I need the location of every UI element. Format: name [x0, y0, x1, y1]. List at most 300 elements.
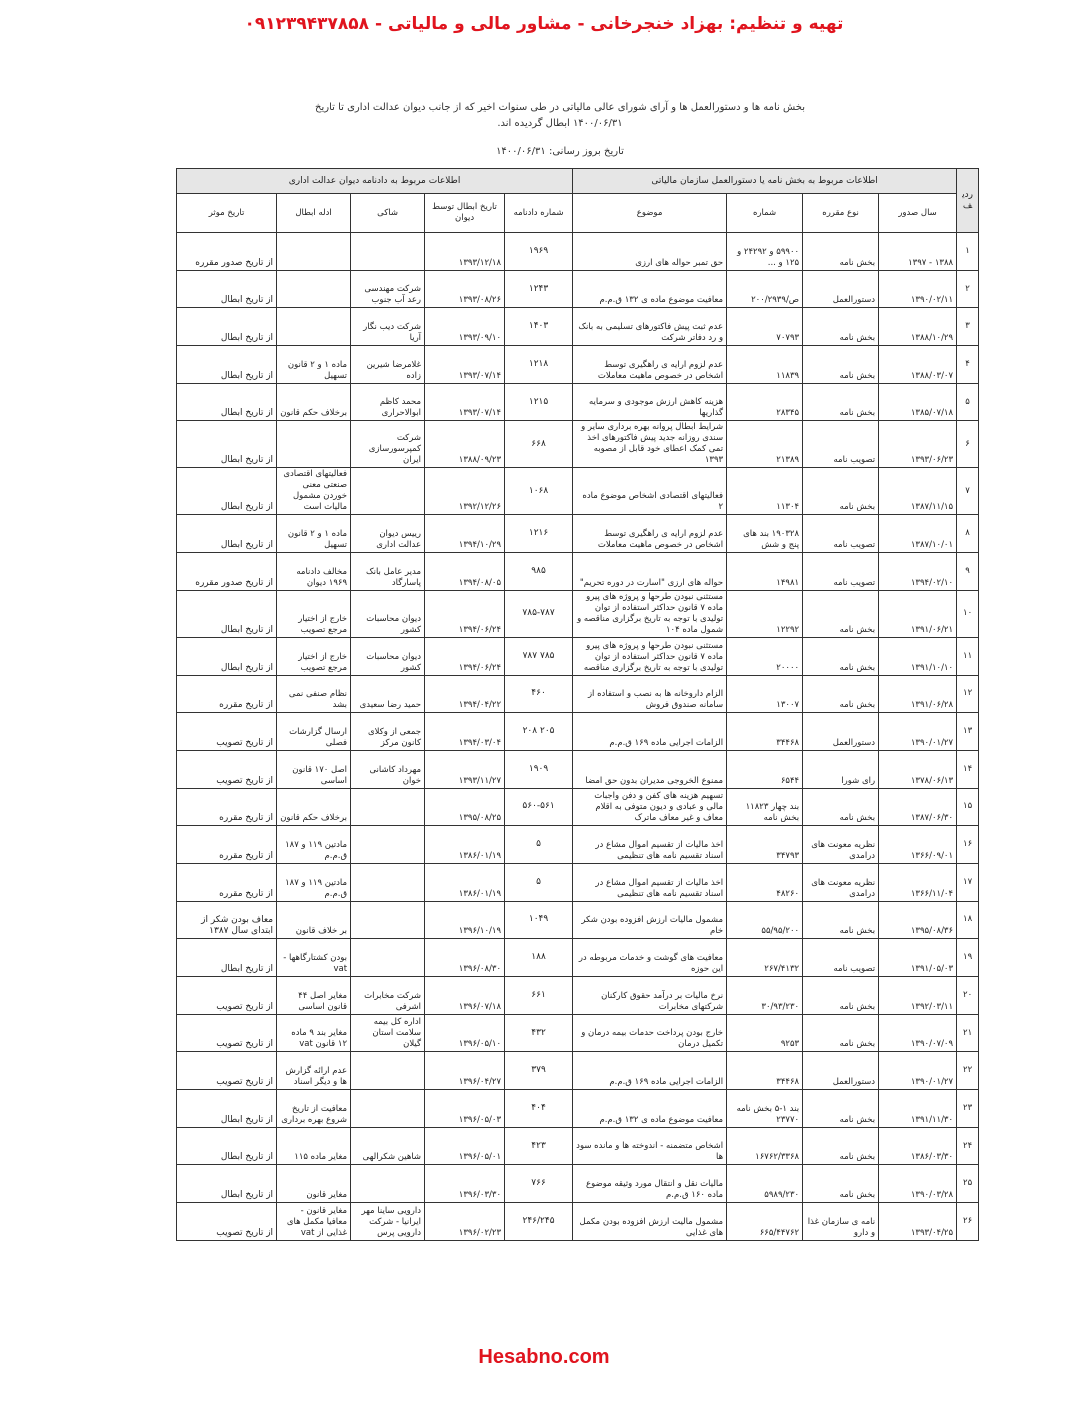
cell-grounds: [277, 233, 351, 271]
cell-ruling-number: ۱۰۴۹: [505, 901, 573, 939]
cell-ruling-number: ۷۸۵ ۷۸۷: [505, 637, 573, 675]
cell-plaintiff: [351, 1052, 425, 1090]
cell-cancel-date: ۱۳۹۶/۰۸/۳۰: [425, 939, 505, 977]
cell-row-number: ۷: [957, 468, 979, 515]
cell-effective: از تاریخ مقرره: [177, 826, 277, 864]
cell-cancel-date: ۱۳۹۴/۱۰/۲۹: [425, 515, 505, 553]
cell-number: ۲۰۰۰۰: [727, 637, 803, 675]
cell-subject: مستثنی نبودن طرحها و پروژه های پیرو ماده ۷ قانون حداکثر استفاده از توان تولیدی با توجه به تاریخ برگزاری مناقصه: [573, 637, 727, 675]
cell-type: بخش نامه: [803, 590, 879, 637]
cell-row-number: ۲۲: [957, 1052, 979, 1090]
header-tax-org: اطلاعات مربوط به بخش نامه یا دستورالعمل سازمان مالیاتی: [573, 169, 957, 194]
cell-issue-year: ۱۳۹۵/۰۸/۳۶: [879, 901, 957, 939]
cell-grounds: خارج از اختیار مرجع تصویب: [277, 637, 351, 675]
cell-ruling-number: ۴۶۰: [505, 675, 573, 713]
cell-issue-year: ۱۳۹۴/۰۲/۱۰: [879, 553, 957, 591]
cell-effective: از تاریخ ابطال: [177, 383, 277, 421]
table-row: [177, 383, 979, 421]
cell-subject: نرخ مالیات بر درآمد حقوق کارکنان شرکتهای مخابرات: [573, 977, 727, 1015]
cell-plaintiff: [351, 901, 425, 939]
table-row: [177, 346, 979, 384]
cell-effective: از تاریخ تصویب: [177, 713, 277, 751]
cell-row-number: ۴: [957, 346, 979, 384]
cell-grounds: معافیت از تاریخ شروع بهره برداری: [277, 1090, 351, 1128]
cell-subject: تسهیم هزینه های کفن و دفن واجبات مالی و عبادی و دیون متوفی به اقلام معاف و غیر معاف ماترک: [573, 788, 727, 826]
table-row: [177, 468, 979, 515]
cell-number: ۱۱۳۰۴: [727, 468, 803, 515]
col-subject: موضوع: [573, 194, 727, 233]
cell-effective: از تاریخ ابطال: [177, 1165, 277, 1203]
cell-issue-year: ۱۳۹۱/۰۶/۲۸: [879, 675, 957, 713]
cell-subject: الزام داروخانه ها به نصب و استفاده از سامانه صندوق فروش: [573, 675, 727, 713]
table-row: [177, 713, 979, 751]
cell-number: ۵۵/۹۵/۲۰۰: [727, 901, 803, 939]
cell-issue-year: ۱۳۹۰/۰۳/۲۸: [879, 1165, 957, 1203]
cell-cancel-date: ۱۳۹۶/۱۰/۱۹: [425, 901, 505, 939]
cell-cancel-date: ۱۳۹۶/۰۷/۱۸: [425, 977, 505, 1015]
cell-issue-year: ۱۳۸۸ - ۱۳۹۷: [879, 233, 957, 271]
cell-issue-year: ۱۳۸۷/۱۰/۰۱: [879, 515, 957, 553]
cell-number: ۱۴۹۸۱: [727, 553, 803, 591]
cell-ruling-number: ۲۰۵ ۲۰۸: [505, 713, 573, 751]
cell-ruling-number: ۱۹۶۹: [505, 233, 573, 271]
cell-grounds: فعالیتهای اقتصادی صنعتی معنی خوردن مشمول مالیات است: [277, 468, 351, 515]
cell-row-number: ۶: [957, 421, 979, 468]
cell-number: ۳۰/۹۳/۲۳۰: [727, 977, 803, 1015]
table-row: [177, 939, 979, 977]
cell-cancel-date: ۱۳۹۳/۱۱/۲۷: [425, 750, 505, 788]
cell-type: بخش نامه: [803, 1014, 879, 1052]
cell-cancel-date: ۱۳۹۳/۰۸/۲۶: [425, 270, 505, 308]
cell-grounds: [277, 270, 351, 308]
cell-ruling-number: ۹۸۵: [505, 553, 573, 591]
cell-plaintiff: محمد کاظم ابوالاحراری: [351, 383, 425, 421]
cell-effective: از تاریخ مقرره: [177, 788, 277, 826]
cell-plaintiff: غلامرضا شیرین زاده: [351, 346, 425, 384]
cell-ruling-number: ۵: [505, 863, 573, 901]
cell-effective: از تاریخ مقرره: [177, 675, 277, 713]
rulings-table: [176, 168, 979, 1241]
cell-type: بخش نامه: [803, 637, 879, 675]
table-row: [177, 1014, 979, 1052]
table-row: [177, 788, 979, 826]
cell-effective: از تاریخ تصویب: [177, 750, 277, 788]
cell-plaintiff: دیوان محاسبات کشور: [351, 590, 425, 637]
cell-ruling-number: ۴۰۴: [505, 1090, 573, 1128]
cell-cancel-date: ۱۳۹۶/۰۳/۳۰: [425, 1165, 505, 1203]
cell-plaintiff: [351, 1090, 425, 1128]
cell-grounds: مغایر قانون: [277, 1165, 351, 1203]
cell-issue-year: ۱۳۸۷/۰۶/۳۰: [879, 788, 957, 826]
cell-type: بخش نامه: [803, 383, 879, 421]
cell-number: بند ۱-۵ بخش نامه ۲۳۷۷۰: [727, 1090, 803, 1128]
cell-row-number: ۲۰: [957, 977, 979, 1015]
cell-row-number: ۲۶: [957, 1203, 979, 1241]
page-title: بخش نامه ها و دستورالعمل ها و آرای شورای عالی مالیاتی در طی سنوات اخیر که از جانب دیوان عدالت اداری تا تاریخ ۱۴۰۰/۰۶/۳۱ ابطال گردیده اند.: [315, 102, 805, 129]
col-grounds: ادله ابطال: [277, 194, 351, 233]
table-row: [177, 826, 979, 864]
cell-cancel-date: ۱۳۹۴/۰۸/۰۵: [425, 553, 505, 591]
cell-row-number: ۱۶: [957, 826, 979, 864]
cell-ruling-number: ۲۴۶/۲۴۵: [505, 1203, 573, 1241]
cell-subject: اخذ مالیات از تقسیم اموال مشاع در اسناد تقسیم نامه های تنظیمی: [573, 826, 727, 864]
cell-issue-year: ۱۳۹۳/۰۴/۲۵: [879, 1203, 957, 1241]
cell-issue-year: ۱۳۹۰/۰۱/۲۷: [879, 713, 957, 751]
cell-issue-year: ۱۳۸۶/۰۳/۳۰: [879, 1127, 957, 1165]
cell-plaintiff: دیوان محاسبات کشور: [351, 637, 425, 675]
cell-number: ۶۵۴۴: [727, 750, 803, 788]
cell-ruling-number: ۱۲۱۵: [505, 383, 573, 421]
cell-subject: ممنوع الخروجی مدیران بدون حق امضا: [573, 750, 727, 788]
cell-effective: از تاریخ ابطال: [177, 421, 277, 468]
cell-type: نظریه معونت های درامدی: [803, 863, 879, 901]
cell-plaintiff: اداره کل بیمه سلامت استان گیلان: [351, 1014, 425, 1052]
cell-plaintiff: شرکت دیب نگار آریا: [351, 308, 425, 346]
cell-number: ۳۴۴۶۸: [727, 713, 803, 751]
table-body: [177, 233, 979, 1241]
cell-ruling-number: ۶۶۸: [505, 421, 573, 468]
footer-watermark: Hesabno.com: [478, 1346, 610, 1368]
update-date: تاریخ بروز رسانی: ۱۴۰۰/۰۶/۳۱: [496, 146, 624, 157]
cell-type: بخش نامه: [803, 1090, 879, 1128]
cell-issue-year: ۱۳۸۷/۱۱/۱۵: [879, 468, 957, 515]
cell-number: ۲۶۷/۴۱۳۲: [727, 939, 803, 977]
column-header-row: [177, 194, 979, 233]
cell-plaintiff: [351, 939, 425, 977]
cell-grounds: مغایر ماده ۱۱۵: [277, 1127, 351, 1165]
cell-issue-year: ۱۳۸۸/۰۳/۰۷: [879, 346, 957, 384]
cell-grounds: مغایر قانون - معافیا مکمل های غذایی از vat: [277, 1203, 351, 1241]
header-court: اطلاعات مربوط به دادنامه دیوان عدالت اداری: [177, 169, 573, 194]
cell-row-number: ۱۳: [957, 713, 979, 751]
cell-row-number: ۱۷: [957, 863, 979, 901]
cell-number: ۷۰۷۹۳: [727, 308, 803, 346]
cell-subject: مشمول مالیت ارزش افزوده بودن مکمل های غذایی: [573, 1203, 727, 1241]
cell-ruling-number: ۵: [505, 826, 573, 864]
cell-plaintiff: [351, 788, 425, 826]
cell-subject: خارج بودن پرداخت حدمات بیمه درمان و تکمیل درمان: [573, 1014, 727, 1052]
cell-type: نامه ی سازمان غذا و دارو: [803, 1203, 879, 1241]
cell-type: بخش نامه: [803, 1127, 879, 1165]
cell-subject: معافیت موضوع ماده ی ۱۳۲ ق.م.م: [573, 1090, 727, 1128]
cell-grounds: بودن کشتارگاهها - vat: [277, 939, 351, 977]
cell-row-number: ۲: [957, 270, 979, 308]
cell-effective: از تاریخ تصویب: [177, 977, 277, 1015]
cell-issue-year: ۱۳۶۶/۰۹/۰۱: [879, 826, 957, 864]
cell-subject: عدم لزوم ارایه ی راهگیری توسط اشخاص در خصوص ماهیت معاملات: [573, 346, 727, 384]
cell-number: ۵۹۸۹/۲۳۰: [727, 1165, 803, 1203]
cell-row-number: ۱۱: [957, 637, 979, 675]
cell-issue-year: ۱۳۹۱/۱۱/۳۰: [879, 1090, 957, 1128]
cell-grounds: مغایر بند ۹ ماده ۱۲ قانون vat: [277, 1014, 351, 1052]
cell-row-number: ۲۱: [957, 1014, 979, 1052]
cell-plaintiff: شرکت کمپرسورسازی ایران: [351, 421, 425, 468]
cell-plaintiff: [351, 468, 425, 515]
cell-effective: از تاریخ تصویب: [177, 1052, 277, 1090]
rulings-table-wrapper: [176, 168, 978, 1241]
cell-number: ۲۱۳۸۹: [727, 421, 803, 468]
cell-grounds: مادتین ۱۱۹ و ۱۸۷ ق.م.م: [277, 863, 351, 901]
cell-subject: حواله های ارزی "اسارت در دوره تحریم": [573, 553, 727, 591]
cell-row-number: ۹: [957, 553, 979, 591]
cell-cancel-date: ۱۳۸۸/۰۹/۲۳: [425, 421, 505, 468]
cell-ruling-number: ۱۲۱۸: [505, 346, 573, 384]
cell-number: ۲۸۳۴۵: [727, 383, 803, 421]
cell-grounds: بر خلاف قانون: [277, 901, 351, 939]
cell-type: رای شورا: [803, 750, 879, 788]
table-row: [177, 863, 979, 901]
cell-effective: از تاریخ ابطال: [177, 515, 277, 553]
cell-ruling-number: ۳۷۹: [505, 1052, 573, 1090]
top-banner: تهیه و تنظیم: بهزاد خنجرخانی - مشاور مالی و مالیاتی - ۰۹۱۲۳۹۴۳۷۸۵۸: [244, 14, 844, 34]
cell-plaintiff: مدیر عامل بانک پاسارگاد: [351, 553, 425, 591]
table-row: [177, 421, 979, 468]
cell-number: ۵۹۹۰۰ و ۲۴۲۹۲ و ۱۲۵ و ...: [727, 233, 803, 271]
table-row: [177, 270, 979, 308]
table-row: [177, 308, 979, 346]
cell-effective: از تاریخ مقرره: [177, 863, 277, 901]
cell-subject: مالیات نقل و انتقال مورد وثیقه موضوع ماده ۱۶۰ ق.م.م: [573, 1165, 727, 1203]
cell-type: تصویب نامه: [803, 553, 879, 591]
cell-issue-year: ۱۳۸۸/۱۰/۲۹: [879, 308, 957, 346]
cell-number: ۹۲۵۳: [727, 1014, 803, 1052]
cell-cancel-date: ۱۳۹۶/۰۵/۰۳: [425, 1090, 505, 1128]
cell-row-number: ۲۳: [957, 1090, 979, 1128]
cell-issue-year: ۱۳۹۰/۰۱/۲۷: [879, 1052, 957, 1090]
cell-grounds: مخالف دادنامه ۱۹۶۹ دیوان: [277, 553, 351, 591]
cell-effective: از تاریخ ابطال: [177, 1090, 277, 1128]
cell-grounds: [277, 308, 351, 346]
cell-row-number: ۲۴: [957, 1127, 979, 1165]
cell-cancel-date: ۱۳۸۶/۰۱/۱۹: [425, 863, 505, 901]
cell-row-number: ۱۴: [957, 750, 979, 788]
cell-row-number: ۱۰: [957, 590, 979, 637]
cell-cancel-date: ۱۳۹۶/۰۲/۲۳: [425, 1203, 505, 1241]
cell-issue-year: ۱۳۹۲/۰۳/۱۱: [879, 977, 957, 1015]
cell-effective: از تاریخ ابطال: [177, 939, 277, 977]
cell-type: بخش نامه: [803, 468, 879, 515]
cell-type: بخش نامه: [803, 901, 879, 939]
cell-row-number: ۳: [957, 308, 979, 346]
cell-cancel-date: ۱۳۹۶/۰۵/۰۱: [425, 1127, 505, 1165]
cell-cancel-date: ۱۳۹۵/۰۸/۲۵: [425, 788, 505, 826]
cell-ruling-number: ۱۴۰۳: [505, 308, 573, 346]
cell-cancel-date: ۱۳۹۶/۰۵/۱۰: [425, 1014, 505, 1052]
cell-plaintiff: مهرداد کاشانی خوان: [351, 750, 425, 788]
cell-subject: عدم لزوم ارایه ی راهگیری توسط اشخاص در خصوص ماهیت معاملات: [573, 515, 727, 553]
cell-ruling-number: ۱۸۸: [505, 939, 573, 977]
cell-type: بخش نامه: [803, 675, 879, 713]
cell-ruling-number: ۶۶۱: [505, 977, 573, 1015]
cell-effective: از تاریخ تصویب: [177, 1014, 277, 1052]
table-row: [177, 1203, 979, 1241]
cell-cancel-date: ۱۳۹۳/۰۷/۱۴: [425, 346, 505, 384]
cell-cancel-date: ۱۳۹۴/۰۳/۰۴: [425, 713, 505, 751]
cell-number: ۱۹۰۳۲۸ بند های پنج و شش: [727, 515, 803, 553]
cell-row-number: ۸: [957, 515, 979, 553]
cell-type: بخش نامه: [803, 346, 879, 384]
cell-plaintiff: [351, 1165, 425, 1203]
cell-effective: از تاریخ ابطال: [177, 468, 277, 515]
cell-issue-year: ۱۳۹۱/۰۶/۲۱: [879, 590, 957, 637]
cell-row-number: ۱۲: [957, 675, 979, 713]
cell-effective: از تاریخ ابطال: [177, 1127, 277, 1165]
cell-type: دستورالعمل: [803, 713, 879, 751]
cell-grounds: ماده ۱ و ۲ قانون تسهیل: [277, 515, 351, 553]
cell-number: بند چهار ۱۱۸۲۳ بخش نامه: [727, 788, 803, 826]
cell-ruling-number: ۱۰۶۸: [505, 468, 573, 515]
col-plaintiff: شاکی: [351, 194, 425, 233]
col-ruling-number: شماره دادنامه: [505, 194, 573, 233]
cell-subject: اخذ مالیات از تقسیم اموال مشاع در اسناد تقسیم نامه های تنظیمی: [573, 863, 727, 901]
cell-type: بخش نامه: [803, 1165, 879, 1203]
cell-grounds: نظام صنفی نمی بشد: [277, 675, 351, 713]
cell-subject: اشخاص متضمنه - اندوخته ها و مانده سود ها: [573, 1127, 727, 1165]
header-row-no: ردیف: [957, 169, 979, 233]
col-cancel-date: تاریخ ابطال توسط دیوان: [425, 194, 505, 233]
cell-subject: الزامات اجرایی ماده ۱۶۹ ق.م.م: [573, 713, 727, 751]
cell-subject: الزامات اجرایی ماده ۱۶۹ ق.م.م: [573, 1052, 727, 1090]
cell-plaintiff: [351, 863, 425, 901]
table-row: [177, 1090, 979, 1128]
cell-ruling-number: ۵۶۰-۵۶۱: [505, 788, 573, 826]
cell-effective: معاف بودن شکر از ابتدای سال ۱۳۸۷: [177, 901, 277, 939]
cell-issue-year: ۱۳۸۵/۰۷/۱۸: [879, 383, 957, 421]
cell-row-number: ۵: [957, 383, 979, 421]
cell-ruling-number: ۱۲۴۳: [505, 270, 573, 308]
cell-subject: شرایط ابطال پروانه بهره برداری سایر و سندی روزانه جدید پیش فاکتورهای اخذ تمی کمک اعطای خود قابل از مصوبه ۱۳۹۳: [573, 421, 727, 468]
cell-type: دستورالعمل: [803, 1052, 879, 1090]
cell-cancel-date: ۱۳۹۴/۰۴/۲۲: [425, 675, 505, 713]
cell-grounds: عدم ارائه گزارش ها و دیگر اسناد: [277, 1052, 351, 1090]
cell-subject: هزینه کاهش ارزش موجودی و سرمایه گذاریها: [573, 383, 727, 421]
group-header-row: [177, 169, 979, 194]
cell-ruling-number: ۷۶۶: [505, 1165, 573, 1203]
cell-plaintiff: رییس دیوان عدالت اداری: [351, 515, 425, 553]
cell-grounds: اصل ۱۷۰ قانون اساسی: [277, 750, 351, 788]
table-row: [177, 1052, 979, 1090]
cell-number: ۳۴۷۹۳: [727, 826, 803, 864]
table-row: [177, 553, 979, 591]
table-row: [177, 637, 979, 675]
cell-type: بخش نامه: [803, 308, 879, 346]
cell-subject: فعالیتهای اقتصادی اشخاص موضوع ماده ۲: [573, 468, 727, 515]
cell-grounds: خارج از اختیار مرجع تصویب: [277, 590, 351, 637]
cell-type: بخش نامه: [803, 788, 879, 826]
cell-plaintiff: [351, 233, 425, 271]
cell-subject: مستثنی نبودن طرحها و پروژه های پیرو ماده ۷ قانون حداکثر استفاده از توان تولیدی با توجه به تاریخ برگزاری مناقصه و شمول ماده ۱۰۴: [573, 590, 727, 637]
table-row: [177, 1165, 979, 1203]
cell-effective: از تاریخ ابطال: [177, 308, 277, 346]
cell-issue-year: ۱۳۹۰/۰۷/۰۹: [879, 1014, 957, 1052]
cell-issue-year: ۱۳۹۰/۰۲/۱۱: [879, 270, 957, 308]
cell-plaintiff: شرکت مخابرات اشرفی: [351, 977, 425, 1015]
cell-type: نظریه معونت های درامدی: [803, 826, 879, 864]
cell-subject: معافیت های گوشت و خدمات مربوطه در این حوزه: [573, 939, 727, 977]
cell-number: ۶۶۵/۴۴۷۶۲: [727, 1203, 803, 1241]
cell-plaintiff: شاهین شکرالهی: [351, 1127, 425, 1165]
col-issue-year: سال صدور: [879, 194, 957, 233]
cell-type: بخش نامه: [803, 233, 879, 271]
cell-effective: از تاریخ تصویب: [177, 1203, 277, 1241]
table-row: [177, 590, 979, 637]
col-effective: تاریخ موثر: [177, 194, 277, 233]
cell-issue-year: ۱۳۹۱/۱۰/۱۰: [879, 637, 957, 675]
cell-cancel-date: ۱۳۹۲/۱۲/۲۶: [425, 468, 505, 515]
cell-number: ۱۶۷۶۲/۳۳۶۸: [727, 1127, 803, 1165]
cell-ruling-number: ۴۲۳: [505, 1127, 573, 1165]
cell-plaintiff: شرکت مهندسی رعد آب جنوب: [351, 270, 425, 308]
cell-effective: از تاریخ صدور مقرره: [177, 553, 277, 591]
cell-issue-year: ۱۳۹۳/۰۶/۲۳: [879, 421, 957, 468]
cell-number: ۱۲۲۹۲: [727, 590, 803, 637]
cell-effective: از تاریخ صدور مقرره: [177, 233, 277, 271]
cell-effective: از تاریخ ابطال: [177, 637, 277, 675]
table-row: [177, 233, 979, 271]
cell-effective: از تاریخ ابطال: [177, 270, 277, 308]
table-row: [177, 901, 979, 939]
cell-ruling-number: ۱۲۱۶: [505, 515, 573, 553]
cell-row-number: ۱: [957, 233, 979, 271]
cell-type: بخش نامه: [803, 977, 879, 1015]
cell-cancel-date: ۱۳۸۶/۰۱/۱۹: [425, 826, 505, 864]
cell-number: ۱۳۰۰۷: [727, 675, 803, 713]
cell-grounds: برخلاف حکم قانون: [277, 788, 351, 826]
cell-number: ۴۸۲۶۰: [727, 863, 803, 901]
cell-subject: معافیت موضوع ماده ی ۱۳۲ ق.م.م: [573, 270, 727, 308]
cell-grounds: مادتین ۱۱۹ و ۱۸۷ ق.م.م: [277, 826, 351, 864]
cell-cancel-date: ۱۳۹۴/۰۶/۲۴: [425, 637, 505, 675]
cell-issue-year: ۱۳۹۱/۰۵/۰۳: [879, 939, 957, 977]
cell-ruling-number: ۴۳۲: [505, 1014, 573, 1052]
table-row: [177, 675, 979, 713]
cell-cancel-date: ۱۳۹۶/۰۴/۲۷: [425, 1052, 505, 1090]
cell-subject: مشمول مالیات ارزش افزوده بودن شکر خام: [573, 901, 727, 939]
cell-row-number: ۲۵: [957, 1165, 979, 1203]
cell-issue-year: ۱۳۶۶/۱۱/۰۴: [879, 863, 957, 901]
cell-type: تصویب نامه: [803, 939, 879, 977]
table-row: [177, 750, 979, 788]
cell-plaintiff: حمید رضا سعیدی: [351, 675, 425, 713]
cell-effective: از تاریخ ابطال: [177, 346, 277, 384]
cell-row-number: ۱۵: [957, 788, 979, 826]
cell-subject: عدم ثبت پیش فاکتورهای تسلیمی به بانک و رد دفاتر شرکت: [573, 308, 727, 346]
cell-type: تصویب نامه: [803, 421, 879, 468]
cell-number: ۳۴۴۶۸: [727, 1052, 803, 1090]
table-row: [177, 515, 979, 553]
table-row: [177, 977, 979, 1015]
cell-ruling-number: ۱۹۰۹: [505, 750, 573, 788]
col-number: شماره: [727, 194, 803, 233]
table-row: [177, 1127, 979, 1165]
cell-type: دستورالعمل: [803, 270, 879, 308]
cell-cancel-date: ۱۳۹۳/۱۲/۱۸: [425, 233, 505, 271]
cell-grounds: ارسال گزارشات فصلی: [277, 713, 351, 751]
cell-cancel-date: ۱۳۹۳/۰۹/۱۰: [425, 308, 505, 346]
cell-plaintiff: [351, 826, 425, 864]
col-type: نوع مقرره: [803, 194, 879, 233]
cell-number: ص/۲۰۰/۲۹۳۹: [727, 270, 803, 308]
cell-effective: از تاریخ ابطال: [177, 590, 277, 637]
cell-plaintiff: دارویی ساینا مهر ایرانیا - شرکت دارویی پرس: [351, 1203, 425, 1241]
cell-issue-year: ۱۳۷۸/۰۶/۱۳: [879, 750, 957, 788]
cell-cancel-date: ۱۳۹۴/۰۶/۲۴: [425, 590, 505, 637]
cell-grounds: [277, 421, 351, 468]
cell-grounds: مغایر اصل ۴۴ قانون اساسی: [277, 977, 351, 1015]
cell-number: ۱۱۸۳۹: [727, 346, 803, 384]
cell-cancel-date: ۱۳۹۳/۰۷/۱۴: [425, 383, 505, 421]
cell-row-number: ۱۸: [957, 901, 979, 939]
